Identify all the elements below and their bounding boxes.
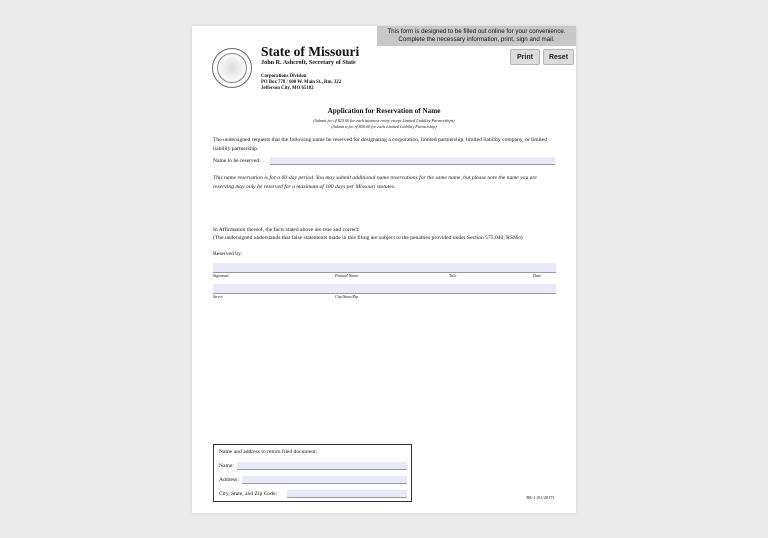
return-name-field[interactable]	[237, 462, 407, 470]
city-state-zip-label: City/State/Zip	[335, 294, 359, 299]
address-line-2: Jefferson City, MO 65102	[261, 86, 314, 91]
return-address-label: Address:	[219, 477, 239, 483]
return-address-box	[213, 444, 412, 502]
return-city-label: City, State, and Zip Code:	[219, 491, 278, 497]
reset-button[interactable]: Reset	[543, 49, 574, 65]
fee-note-1: (Submit fee of $25.00 for each business entity except Limited Liability Partnerships)	[313, 118, 455, 123]
title-label: Title	[449, 273, 457, 278]
affirmation-statement: In Affirmation thereof, the facts stated above are true and correct:	[213, 227, 360, 233]
return-box-heading: Name and address to return filed document:	[219, 449, 318, 455]
return-city-field[interactable]	[287, 490, 407, 498]
state-title: State of Missouri	[261, 44, 360, 59]
notice-line-1: This form is designed to be filled out online for your convenience.	[387, 28, 566, 35]
reservation-period-note: This name reservation is for a 60-day period. You may submit additional name reservations for the same name, but please note the name you are reserving may only be reserved for a maximum of 180 days per Missouri statutes.	[213, 175, 537, 190]
penalty-notice: (The undersigned understands that false statements made in this filing are subject to the penalties provided under Section 575.040, RSMo)	[213, 235, 523, 241]
state-seal-emblem	[217, 53, 247, 83]
signature-label: Signature	[213, 273, 230, 278]
fee-note-2: (Submit a fee of $50.00 for each Limited Liability Partnership)	[331, 124, 437, 129]
secretary-name: John R. Ashcroft, Secretary of State	[261, 59, 356, 66]
online-notice-banner	[377, 26, 576, 46]
name-to-reserve-field[interactable]	[270, 157, 555, 165]
division-name: Corporations Division	[261, 74, 307, 79]
form-title: Application for Reservation of Name	[327, 107, 441, 115]
printed-name-label: Printed Name	[335, 273, 359, 278]
reserved-by-label: Reserved by:	[213, 251, 243, 257]
address-line-1: PO Box 778 / 600 W. Main St., Rm. 322	[261, 80, 342, 85]
street-label: Street	[213, 294, 223, 299]
return-name-label: Name:	[219, 463, 234, 469]
signature-row-field[interactable]	[213, 263, 556, 273]
intro-paragraph: The undersigned requests that the following name be reserved for designating a corporation, limited partnership, limited liability company, or limited liability partnership.	[213, 137, 547, 152]
division-address	[261, 74, 341, 92]
name-to-reserve-label: Name to be reserved:	[213, 158, 261, 164]
return-address-field[interactable]	[242, 476, 407, 484]
date-label: Date	[533, 273, 542, 278]
form-id: RE-1 (01/2017)	[526, 495, 554, 500]
address-row-field[interactable]	[213, 284, 556, 294]
form-page	[192, 26, 576, 513]
print-button[interactable]: Print	[510, 49, 540, 65]
notice-line-2: Complete the necessary information, print, sign and mail.	[398, 36, 555, 43]
